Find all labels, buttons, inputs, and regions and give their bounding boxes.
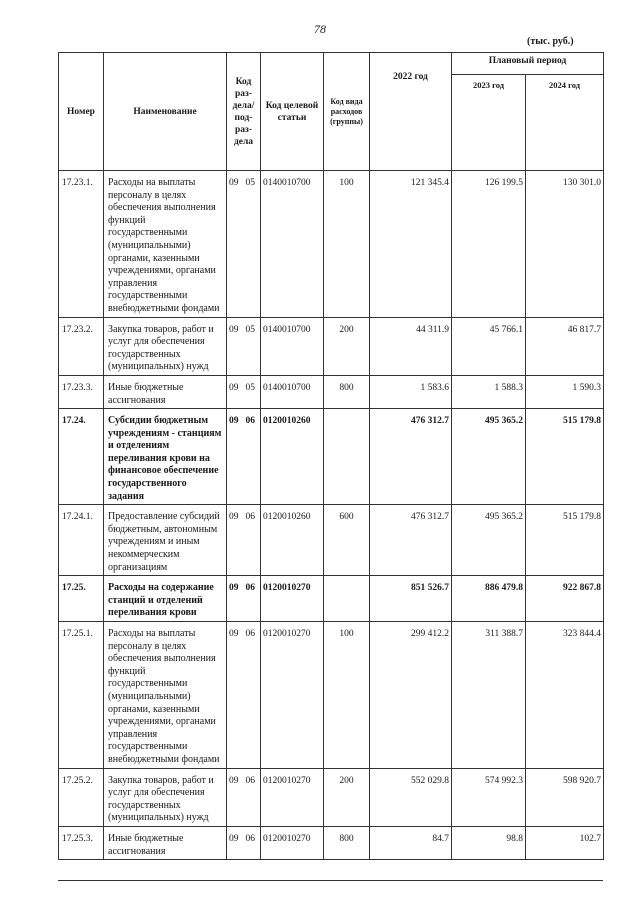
row-section-code	[227, 317, 261, 375]
row-target-code: 0120010270	[261, 622, 324, 769]
row-name: Предоставление субсидий бюджетным, автономным учреждениям и иным некоммерческим организациям	[104, 505, 227, 576]
table-row	[59, 622, 604, 769]
row-amount-2023: 495 365.2	[452, 505, 526, 576]
row-name: Расходы на выплаты персоналу в целях обеспечения выполнения функций государственными (муниципальными) органами, казенными учреждениями, органами управления государственными внебюджетными фондами	[104, 171, 227, 318]
row-amount-2023: 574 992.3	[452, 768, 526, 826]
header-planned-period: Плановый период	[452, 53, 604, 75]
row-section: 09	[229, 775, 239, 786]
row-amount-2024: 46 817.7	[526, 317, 604, 375]
row-subsection: 06	[245, 512, 255, 523]
page-bottom-rule	[58, 880, 603, 881]
header-expense-type-code: Код вида расходов (группы)	[324, 53, 370, 171]
row-amount-2024: 598 920.7	[526, 768, 604, 826]
table-row	[59, 375, 604, 408]
table-row	[59, 576, 604, 622]
row-expense-type: 200	[324, 317, 370, 375]
table-row	[59, 409, 604, 505]
row-target-code: 0120010270	[261, 768, 324, 826]
row-target-code: 0120010270	[261, 826, 324, 859]
row-target-code: 0120010260	[261, 505, 324, 576]
row-section-code	[227, 505, 261, 576]
table-row	[59, 171, 604, 318]
row-section: 09	[229, 512, 239, 523]
row-amount-2024: 922 867.8	[526, 576, 604, 622]
row-amount-2023: 886 479.8	[452, 576, 526, 622]
row-name: Субсидии бюджетным учреждениям - станциям и отделениям переливания крови на финансовое обеспечение государственного задания	[104, 409, 227, 505]
row-number: 17.25.1.	[59, 622, 104, 769]
row-number: 17.25.2.	[59, 768, 104, 826]
row-section-code	[227, 826, 261, 859]
row-target-code: 0140010700	[261, 375, 324, 408]
row-subsection: 06	[245, 629, 255, 639]
row-amount-2022: 84.7	[370, 826, 452, 859]
units-label: (тыс. руб.)	[527, 36, 574, 47]
row-number: 17.23.1.	[59, 171, 104, 318]
row-amount-2024: 323 844.4	[526, 622, 604, 769]
table-row	[59, 317, 604, 375]
row-subsection: 06	[245, 833, 255, 844]
row-expense-type: 100	[324, 171, 370, 318]
row-amount-2023: 311 388.7	[452, 622, 526, 769]
row-section: 09	[229, 583, 239, 594]
row-section: 09	[229, 178, 239, 188]
row-name: Иные бюджетные ассигнования	[104, 826, 227, 859]
row-number: 17.24.	[59, 409, 104, 505]
row-number: 17.23.2.	[59, 317, 104, 375]
row-section: 09	[229, 416, 239, 427]
row-amount-2022: 851 526.7	[370, 576, 452, 622]
table-row	[59, 826, 604, 859]
header-year-2022: 2022 год	[370, 53, 452, 171]
header-section-code: Код раз-дела/ под-раз-дела	[227, 53, 261, 171]
row-name: Закупка товаров, работ и услуг для обеспечения государственных (муниципальных) нужд	[104, 768, 227, 826]
row-amount-2022: 299 412.2	[370, 622, 452, 769]
row-subsection: 06	[245, 583, 255, 594]
row-amount-2022: 121 345.4	[370, 171, 452, 318]
row-section: 09	[229, 629, 239, 639]
row-expense-type: 800	[324, 375, 370, 408]
row-expense-type: 200	[324, 768, 370, 826]
row-amount-2024: 130 301.0	[526, 171, 604, 318]
row-target-code: 0140010700	[261, 317, 324, 375]
page-number: 78	[314, 22, 326, 36]
row-amount-2022: 552 029.8	[370, 768, 452, 826]
row-number: 17.23.3.	[59, 375, 104, 408]
row-amount-2023: 126 199.5	[452, 171, 526, 318]
row-number: 17.24.1.	[59, 505, 104, 576]
row-section: 09	[229, 324, 239, 335]
row-section-code	[227, 409, 261, 505]
row-subsection: 05	[245, 382, 255, 393]
row-amount-2024: 515 179.8	[526, 409, 604, 505]
table-row	[59, 505, 604, 576]
row-amount-2022: 1 583.6	[370, 375, 452, 408]
row-section-code	[227, 768, 261, 826]
row-amount-2024: 515 179.8	[526, 505, 604, 576]
header-year-2024: 2024 год	[526, 75, 604, 171]
row-section: 09	[229, 382, 239, 393]
header-target-code: Код целевой статьи	[261, 53, 324, 171]
row-target-code: 0120010270	[261, 576, 324, 622]
row-subsection: 06	[245, 416, 255, 427]
row-amount-2023: 45 766.1	[452, 317, 526, 375]
row-amount-2024: 1 590.3	[526, 375, 604, 408]
row-section-code	[227, 622, 261, 769]
row-subsection: 05	[245, 178, 255, 188]
row-subsection: 06	[245, 775, 255, 786]
header-name: Наименование	[104, 53, 227, 171]
row-amount-2023: 495 365.2	[452, 409, 526, 505]
row-name: Закупка товаров, работ и услуг для обеспечения государственных (муниципальных) нужд	[104, 317, 227, 375]
row-name: Иные бюджетные ассигнования	[104, 375, 227, 408]
row-expense-type	[324, 576, 370, 622]
row-amount-2022: 44 311.9	[370, 317, 452, 375]
row-expense-type: 800	[324, 826, 370, 859]
header-number: Номер	[59, 53, 104, 171]
row-target-code: 0120010260	[261, 409, 324, 505]
row-amount-2022: 476 312.7	[370, 505, 452, 576]
row-number: 17.25.3.	[59, 826, 104, 859]
row-section-code	[227, 171, 261, 318]
row-amount-2023: 1 588.3	[452, 375, 526, 408]
row-name: Расходы на выплаты персоналу в целях обеспечения выполнения функций государственными (муниципальными) органами, казенными учреждениями, органами управления государственными внебюджетными фондами	[104, 622, 227, 769]
budget-table	[58, 52, 604, 860]
row-name: Расходы на содержание станций и отделений переливания крови	[104, 576, 227, 622]
row-amount-2024: 102.7	[526, 826, 604, 859]
row-section-code	[227, 375, 261, 408]
row-expense-type: 100	[324, 622, 370, 769]
row-expense-type	[324, 409, 370, 505]
row-amount-2022: 476 312.7	[370, 409, 452, 505]
row-amount-2023: 98.8	[452, 826, 526, 859]
row-number: 17.25.	[59, 576, 104, 622]
row-expense-type: 600	[324, 505, 370, 576]
row-section-code	[227, 576, 261, 622]
row-subsection: 05	[245, 324, 255, 335]
row-section: 09	[229, 833, 239, 844]
header-year-2023: 2023 год	[452, 75, 526, 171]
table-row	[59, 768, 604, 826]
row-target-code: 0140010700	[261, 171, 324, 318]
